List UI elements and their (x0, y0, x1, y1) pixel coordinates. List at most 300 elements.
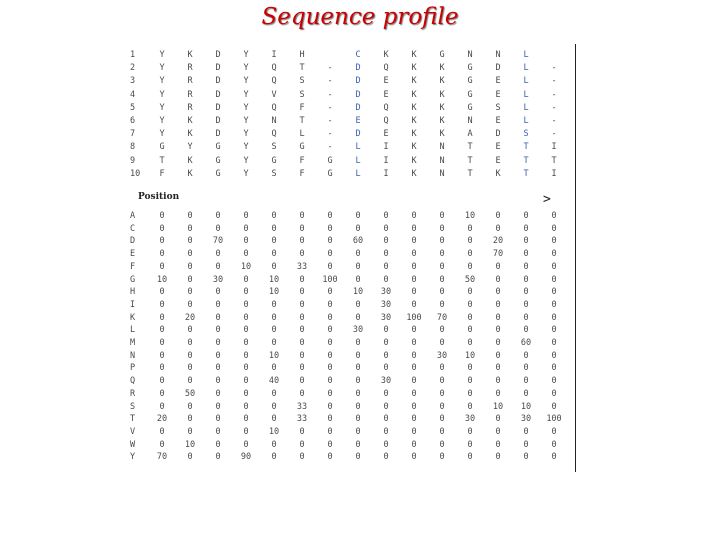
right-divider (575, 44, 576, 472)
residue-cell: R (187, 76, 193, 87)
frequency-cell: 0 (299, 426, 305, 437)
residue-cell: G (327, 168, 333, 179)
frequency-cell: 0 (327, 211, 333, 221)
frequency-cell: 0 (495, 363, 501, 374)
residue-cell: D (355, 89, 361, 100)
frequency-cell: 0 (299, 452, 305, 463)
frequency-cell: 0 (355, 274, 361, 285)
frequency-cell: 0 (271, 325, 277, 336)
frequency-cell: 0 (159, 426, 165, 437)
residue-cell: N (467, 116, 473, 126)
frequency-cell: 0 (243, 414, 249, 425)
residue-cell: - (327, 76, 333, 87)
residue-cell: K (411, 76, 417, 87)
frequency-cell: 0 (187, 211, 193, 221)
frequency-cell: 0 (159, 249, 165, 260)
residue-cell: Y (243, 76, 249, 87)
residue-cell: T (551, 155, 557, 166)
frequency-cell: 0 (551, 350, 557, 361)
residue-cell: F (299, 155, 305, 166)
frequency-cell: 0 (523, 287, 529, 298)
sequence-index: 8 (130, 142, 136, 153)
frequency-cell: 0 (243, 223, 249, 234)
frequency-cell: 0 (299, 439, 305, 450)
frequency-cell: 0 (215, 401, 221, 412)
amino-acid-label: Q (130, 376, 136, 387)
frequency-cell: 0 (383, 452, 389, 463)
frequency-cell: 0 (551, 299, 557, 310)
residue-cell: Y (243, 155, 249, 166)
frequency-cell: 0 (271, 452, 277, 463)
frequency-cell: 0 (411, 414, 417, 425)
frequency-cell: 0 (243, 350, 249, 361)
frequency-cell: 60 (520, 338, 532, 348)
residue-cell: S (495, 102, 501, 113)
frequency-cell: 0 (439, 223, 445, 234)
residue-cell: N (439, 155, 445, 166)
frequency-cell: 0 (383, 236, 389, 247)
sequence-index: 7 (130, 129, 136, 140)
frequency-cell: 0 (467, 376, 473, 387)
frequency-cell: 0 (327, 236, 333, 247)
frequency-cell: 0 (495, 312, 501, 323)
frequency-cell: 0 (523, 325, 529, 336)
frequency-cell: 0 (215, 439, 221, 450)
frequency-cell: 10 (464, 350, 476, 361)
frequency-cell: 0 (551, 338, 557, 348)
frequency-cell: 0 (159, 388, 165, 399)
residue-cell: I (551, 168, 557, 179)
frequency-cell: 0 (215, 261, 221, 272)
residue-cell: G (467, 102, 473, 113)
residue-cell: A (467, 129, 473, 140)
frequency-cell: 0 (271, 312, 277, 323)
frequency-cell: 0 (299, 211, 305, 221)
residue-cell: D (355, 76, 361, 87)
residue-cell: G (467, 76, 473, 87)
frequency-cell: 0 (159, 325, 165, 336)
residue-cell: Y (159, 116, 165, 126)
frequency-cell: 0 (411, 325, 417, 336)
frequency-cell: 0 (299, 274, 305, 285)
frequency-cell: 0 (159, 376, 165, 387)
residue-cell: K (439, 76, 445, 87)
residue-cell: Q (383, 116, 389, 126)
frequency-cell: 0 (187, 261, 193, 272)
frequency-cell: 0 (439, 439, 445, 450)
residue-cell: - (551, 89, 557, 100)
frequency-cell: 30 (380, 312, 392, 323)
frequency-cell: 0 (215, 426, 221, 437)
scroll-arrow-icon: > (543, 192, 551, 207)
frequency-cell: 0 (215, 299, 221, 310)
amino-acid-label: I (130, 299, 136, 310)
frequency-cell: 0 (523, 274, 529, 285)
frequency-cell: 10 (268, 287, 280, 298)
frequency-cell: 0 (215, 338, 221, 348)
frequency-cell: 0 (467, 287, 473, 298)
frequency-cell: 0 (495, 299, 501, 310)
residue-cell: Q (383, 63, 389, 74)
frequency-cell: 0 (243, 401, 249, 412)
residue-cell: K (383, 50, 389, 60)
sequence-index: 2 (130, 63, 136, 74)
frequency-cell: 0 (187, 414, 193, 425)
residue-cell: F (299, 168, 305, 179)
residue-cell: F (159, 168, 165, 179)
amino-acid-label: S (130, 401, 136, 412)
residue-cell: K (411, 89, 417, 100)
frequency-cell: 0 (523, 376, 529, 387)
frequency-cell: 0 (327, 426, 333, 437)
residue-cell: K (411, 155, 417, 166)
residue-cell: V (271, 89, 277, 100)
frequency-cell: 10 (240, 261, 252, 272)
amino-acid-label: H (130, 287, 136, 298)
sequence-index: 4 (130, 89, 136, 100)
frequency-cell: 30 (436, 350, 448, 361)
frequency-cell: 0 (299, 287, 305, 298)
frequency-cell: 0 (411, 211, 417, 221)
frequency-cell: 0 (355, 338, 361, 348)
residue-cell: G (327, 155, 333, 166)
residue-cell: Y (243, 142, 249, 153)
residue-cell: Q (271, 63, 277, 74)
frequency-cell: 0 (327, 325, 333, 336)
frequency-cell: 10 (520, 401, 532, 412)
residue-cell: L (523, 50, 529, 60)
amino-acid-label: R (130, 388, 136, 399)
residue-cell: Y (243, 89, 249, 100)
frequency-cell: 0 (327, 414, 333, 425)
frequency-cell: 0 (551, 325, 557, 336)
residue-cell: D (215, 102, 221, 113)
frequency-cell: 0 (439, 249, 445, 260)
frequency-cell: 0 (523, 388, 529, 399)
frequency-cell: 0 (439, 236, 445, 247)
amino-acid-label: G (130, 274, 136, 285)
residue-cell: I (271, 50, 277, 60)
frequency-cell: 0 (327, 388, 333, 399)
residue-cell: K (187, 155, 193, 166)
residue-cell: K (187, 168, 193, 179)
frequency-cell: 0 (383, 439, 389, 450)
frequency-cell: 0 (439, 452, 445, 463)
frequency-cell: 0 (523, 261, 529, 272)
frequency-cell: 0 (159, 236, 165, 247)
residue-cell: D (495, 129, 501, 140)
frequency-cell: 0 (159, 312, 165, 323)
frequency-cell: 0 (355, 414, 361, 425)
residue-cell: G (467, 63, 473, 74)
residue-cell: D (215, 129, 221, 140)
frequency-cell: 0 (187, 363, 193, 374)
frequency-cell: 0 (383, 388, 389, 399)
residue-cell: Y (243, 116, 249, 126)
frequency-cell: 0 (523, 363, 529, 374)
frequency-cell: 0 (439, 325, 445, 336)
amino-acid-label: W (130, 439, 136, 450)
frequency-cell: 0 (467, 236, 473, 247)
frequency-cell: 0 (159, 338, 165, 348)
amino-acid-label: L (130, 325, 136, 336)
frequency-cell: 0 (327, 338, 333, 348)
frequency-cell: 0 (495, 223, 501, 234)
frequency-cell: 0 (355, 439, 361, 450)
frequency-cell: 0 (355, 312, 361, 323)
frequency-cell: 0 (327, 363, 333, 374)
residue-cell: D (355, 102, 361, 113)
frequency-cell: 0 (327, 249, 333, 260)
residue-cell: K (439, 63, 445, 74)
residue-cell: D (215, 89, 221, 100)
residue-cell: - (327, 89, 333, 100)
frequency-cell: 33 (296, 414, 308, 425)
frequency-cell: 0 (439, 388, 445, 399)
frequency-cell: 0 (383, 401, 389, 412)
residue-cell: L (523, 63, 529, 74)
frequency-cell: 0 (215, 452, 221, 463)
frequency-cell: 0 (495, 388, 501, 399)
frequency-cell: 0 (327, 312, 333, 323)
frequency-cell: 0 (327, 261, 333, 272)
frequency-cell: 0 (355, 249, 361, 260)
frequency-cell: 0 (495, 287, 501, 298)
frequency-cell: 0 (439, 274, 445, 285)
residue-cell: Q (271, 102, 277, 113)
frequency-cell: 0 (271, 236, 277, 247)
frequency-cell: 0 (271, 439, 277, 450)
frequency-cell: 0 (355, 261, 361, 272)
residue-cell: S (299, 89, 305, 100)
frequency-cell: 0 (271, 249, 277, 260)
frequency-cell: 20 (492, 236, 504, 247)
frequency-cell: 30 (380, 287, 392, 298)
position-label: Position (138, 192, 180, 202)
residue-cell: G (439, 50, 445, 60)
residue-cell: S (299, 76, 305, 87)
residue-cell: I (551, 142, 557, 153)
residue-cell: F (299, 102, 305, 113)
sequence-profile (128, 44, 576, 472)
frequency-cell: 0 (215, 325, 221, 336)
sequence-index: 5 (130, 102, 136, 113)
frequency-cell: 0 (551, 211, 557, 221)
frequency-cell: 0 (243, 426, 249, 437)
frequency-cell: 0 (355, 299, 361, 310)
residue-cell: L (355, 168, 361, 179)
frequency-cell: 0 (467, 299, 473, 310)
frequency-cell: 0 (271, 338, 277, 348)
frequency-cell: 0 (243, 338, 249, 348)
residue-cell: K (187, 116, 193, 126)
residue-cell: L (355, 142, 361, 153)
residue-cell: Y (243, 129, 249, 140)
frequency-cell: 0 (299, 388, 305, 399)
frequency-cell: 0 (439, 363, 445, 374)
frequency-cell: 0 (187, 376, 193, 387)
residue-cell: K (411, 142, 417, 153)
residue-cell: S (271, 168, 277, 179)
frequency-cell: 0 (243, 299, 249, 310)
amino-acid-label: E (130, 249, 136, 260)
residue-cell: - (551, 76, 557, 87)
residue-cell: - (551, 63, 557, 74)
frequency-cell: 20 (184, 312, 196, 323)
frequency-cell: 0 (551, 287, 557, 298)
residue-cell: - (327, 102, 333, 113)
frequency-cell: 0 (467, 249, 473, 260)
frequency-cell: 0 (411, 236, 417, 247)
residue-cell: Y (243, 63, 249, 74)
residue-cell: E (495, 76, 501, 87)
frequency-cell: 0 (467, 439, 473, 450)
frequency-cell: 70 (436, 312, 448, 323)
residue-cell: - (551, 102, 557, 113)
frequency-cell: 0 (355, 452, 361, 463)
residue-cell: D (215, 116, 221, 126)
residue-cell: K (439, 129, 445, 140)
residue-cell: E (495, 155, 501, 166)
residue-cell: N (439, 168, 445, 179)
residue-cell: E (383, 89, 389, 100)
frequency-cell: 0 (243, 439, 249, 450)
frequency-cell: 0 (243, 211, 249, 221)
frequency-cell: 50 (184, 388, 196, 399)
frequency-cell: 0 (551, 401, 557, 412)
frequency-cell: 60 (352, 236, 364, 247)
residue-cell: T (523, 155, 529, 166)
residue-cell: G (467, 89, 473, 100)
residue-cell: T (523, 142, 529, 153)
frequency-cell: 70 (156, 452, 168, 463)
residue-cell: K (187, 50, 193, 60)
residue-cell: L (523, 89, 529, 100)
frequency-cell: 0 (215, 312, 221, 323)
residue-cell: K (495, 168, 501, 179)
amino-acid-label: A (130, 211, 136, 221)
frequency-cell: 0 (523, 312, 529, 323)
residue-cell: Y (159, 76, 165, 87)
frequency-cell: 10 (492, 401, 504, 412)
frequency-cell: 0 (159, 261, 165, 272)
frequency-cell: 0 (411, 287, 417, 298)
frequency-cell: 0 (299, 236, 305, 247)
frequency-cell: 0 (523, 452, 529, 463)
frequency-cell: 0 (159, 350, 165, 361)
residue-cell: R (187, 63, 193, 74)
frequency-cell: 0 (355, 223, 361, 234)
frequency-cell: 30 (352, 325, 364, 336)
frequency-cell: 0 (355, 376, 361, 387)
residue-cell: - (327, 116, 333, 126)
frequency-cell: 0 (271, 388, 277, 399)
frequency-cell: 0 (187, 426, 193, 437)
frequency-cell: 0 (495, 350, 501, 361)
frequency-cell: 0 (383, 211, 389, 221)
frequency-cell: 0 (523, 439, 529, 450)
frequency-cell: 0 (299, 376, 305, 387)
frequency-cell: 30 (380, 299, 392, 310)
residue-cell: E (383, 76, 389, 87)
frequency-cell: 30 (520, 414, 532, 425)
frequency-cell: 0 (523, 426, 529, 437)
frequency-cell: 0 (355, 211, 361, 221)
frequency-cell: 70 (212, 236, 224, 247)
frequency-cell: 0 (243, 249, 249, 260)
frequency-cell: 0 (187, 249, 193, 260)
frequency-cell: 0 (439, 401, 445, 412)
frequency-cell: 0 (327, 299, 333, 310)
frequency-cell: 30 (380, 376, 392, 387)
frequency-cell: 10 (268, 426, 280, 437)
amino-acid-label: C (130, 223, 136, 234)
residue-cell: Q (271, 129, 277, 140)
frequency-cell: 90 (240, 452, 252, 463)
frequency-cell: 0 (327, 376, 333, 387)
residue-cell: G (299, 142, 305, 153)
residue-cell: Y (159, 129, 165, 140)
residue-cell: Y (243, 168, 249, 179)
residue-cell: R (187, 89, 193, 100)
frequency-cell: 0 (187, 350, 193, 361)
amino-acid-label: F (130, 261, 136, 272)
frequency-cell: 50 (464, 274, 476, 285)
frequency-cell: 0 (523, 236, 529, 247)
frequency-cell: 0 (327, 287, 333, 298)
frequency-cell: 0 (523, 350, 529, 361)
frequency-cell: 0 (551, 249, 557, 260)
frequency-cell: 0 (523, 223, 529, 234)
sequence-index: 3 (130, 76, 136, 87)
residue-cell: N (271, 116, 277, 126)
residue-cell: N (495, 50, 501, 60)
frequency-cell: 10 (464, 211, 476, 221)
frequency-cell: 0 (383, 363, 389, 374)
residue-cell: K (411, 50, 417, 60)
residue-cell: D (215, 76, 221, 87)
residue-cell: T (299, 63, 305, 74)
frequency-cell: 0 (215, 350, 221, 361)
page-title: Sequence profile (261, 4, 459, 30)
frequency-cell: 0 (411, 426, 417, 437)
frequency-cell: 0 (551, 223, 557, 234)
amino-acid-label: M (130, 338, 136, 348)
residue-cell: S (523, 129, 529, 140)
frequency-cell: 0 (327, 401, 333, 412)
frequency-cell: 0 (243, 325, 249, 336)
frequency-cell: 0 (159, 439, 165, 450)
frequency-cell: 0 (383, 249, 389, 260)
frequency-cell: 0 (187, 338, 193, 348)
frequency-cell: 0 (467, 261, 473, 272)
frequency-cell: 0 (215, 376, 221, 387)
frequency-cell: 0 (523, 299, 529, 310)
frequency-cell: 0 (159, 299, 165, 310)
frequency-cell: 0 (271, 414, 277, 425)
frequency-cell: 0 (551, 376, 557, 387)
residue-cell: N (439, 142, 445, 153)
frequency-cell: 0 (411, 388, 417, 399)
frequency-cell: 0 (383, 426, 389, 437)
frequency-cell: 0 (439, 299, 445, 310)
frequency-cell: 0 (187, 452, 193, 463)
residue-cell: T (467, 142, 473, 153)
frequency-cell: 0 (299, 249, 305, 260)
residue-cell: - (327, 142, 333, 153)
frequency-cell: 0 (299, 363, 305, 374)
residue-cell: D (355, 63, 361, 74)
